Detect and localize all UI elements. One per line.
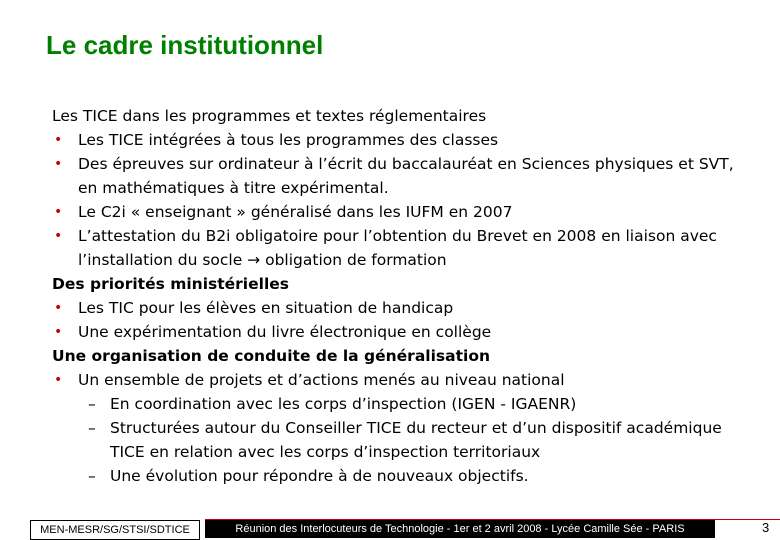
list-item: [52, 152, 752, 200]
footer-event: Réunion des Interlocuteurs de Technologie - 1er et 2 avril 2008 - Lycée Camille Sée - PARIS: [205, 520, 715, 538]
dash-icon: –: [88, 467, 96, 485]
list-item: [52, 128, 752, 152]
list-item-text: Des épreuves sur ordinateur à l’écrit du baccalauréat en Sciences physiques et SVT, en mathématiques à titre expérimental.: [78, 155, 734, 197]
list-item: [52, 200, 752, 224]
sub-list-item-text: Structurées autour du Conseiller TICE du recteur et d’un dispositif académique TICE en relation avec les corps d’inspection territoriaux: [110, 419, 722, 461]
sub-list-item: [52, 464, 752, 488]
list-item: [52, 320, 752, 344]
dash-icon: –: [88, 395, 96, 413]
dash-icon: –: [88, 419, 96, 437]
sub-list-item: [52, 416, 752, 464]
list-item-text: Une expérimentation du livre électronique en collège: [78, 323, 492, 341]
list-item-text: Les TICE intégrées à tous les programmes des classes: [78, 131, 499, 149]
section-heading-organisation: Une organisation de conduite de la généralisation: [52, 347, 490, 365]
list-item-text: Les TIC pour les élèves en situation de handicap: [78, 299, 454, 317]
list-item: [52, 368, 752, 392]
list-item-text: Un ensemble de projets et d’actions menés au niveau national: [78, 371, 565, 389]
bullet-icon: •: [54, 300, 63, 316]
slide-title: Le cadre institutionnel: [46, 30, 324, 60]
page-number: 3: [762, 520, 770, 535]
sub-list-item-text: Une évolution pour répondre à de nouveaux objectifs.: [110, 467, 529, 485]
bullet-icon: •: [54, 204, 63, 220]
bullet-icon: •: [54, 372, 63, 388]
bullet-icon: •: [54, 132, 63, 148]
sub-list-item: [52, 392, 752, 416]
bullet-icon: •: [54, 324, 63, 340]
section-heading-tice: Les TICE dans les programmes et textes réglementaires: [52, 107, 487, 125]
bullet-icon: •: [54, 156, 63, 172]
slide-content: [52, 104, 752, 488]
list-item-text: L’attestation du B2i obligatoire pour l’obtention du Brevet en 2008 en liaison avec l’installation du socle → obligation de formation: [78, 227, 717, 269]
sub-list-item-text: En coordination avec les corps d’inspection (IGEN - IGAENR): [110, 395, 577, 413]
list-item: [52, 296, 752, 320]
list-item-text: Le C2i « enseignant » généralisé dans les IUFM en 2007: [78, 203, 513, 221]
list-item: [52, 224, 752, 272]
footer-organization: MEN-MESR/SG/STSI/SDTICE: [30, 520, 200, 540]
bullet-icon: •: [54, 228, 63, 244]
section-heading-priorites: Des priorités ministérielles: [52, 275, 289, 293]
